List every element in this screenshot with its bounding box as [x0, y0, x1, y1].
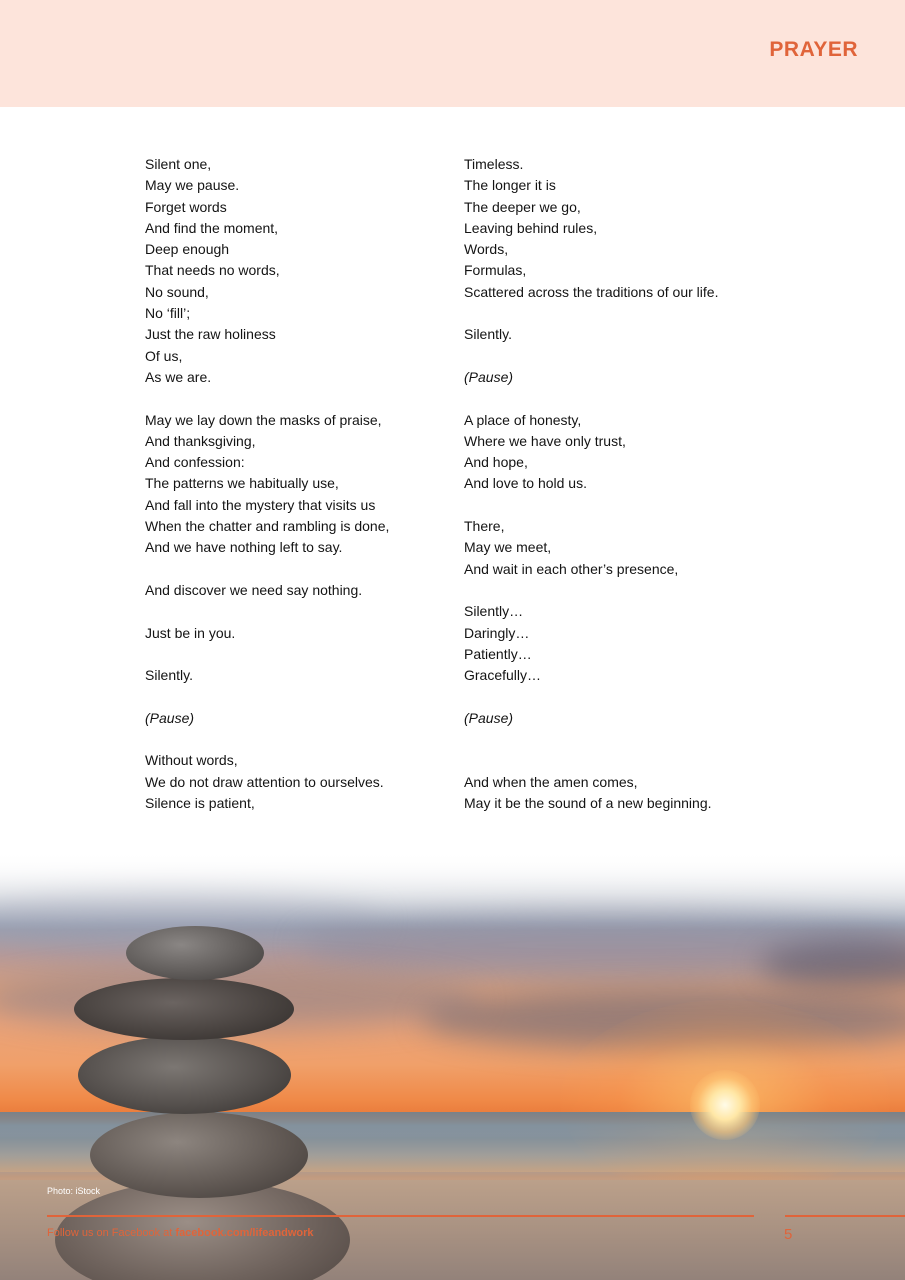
facebook-link[interactable]: facebook.com/lifeandwork — [175, 1227, 314, 1239]
poem-line: Formulas, — [464, 262, 527, 279]
footer-follow-label: Follow us on Facebook at — [47, 1227, 176, 1239]
poem-line: Gracefully… — [464, 667, 542, 684]
poem-line: Of us, — [145, 347, 183, 364]
poem-line: Silently… — [464, 603, 524, 620]
poem-line: Daringly… — [464, 624, 530, 641]
poem-line: No ‘fill’; — [145, 305, 191, 322]
stanza-break — [464, 346, 764, 367]
stanza-break — [464, 750, 764, 771]
poem-line: And love to hold us. — [464, 475, 587, 492]
footer-rule — [785, 1215, 905, 1217]
poem-line: Silent one, — [145, 156, 212, 172]
footer-rule — [47, 1215, 754, 1217]
poem-line: No sound, — [145, 283, 209, 300]
poem-line: That needs no words, — [145, 262, 280, 279]
poem-line: And wait in each other’s presence, — [464, 560, 679, 577]
stone-middle — [78, 1036, 291, 1114]
poem-line: And hope, — [464, 454, 528, 471]
stanza-break — [145, 686, 445, 707]
photo-top-fade — [0, 850, 905, 930]
stanza-break — [145, 601, 445, 622]
poem-line: (Pause) — [145, 709, 195, 726]
poem-line: There, — [464, 518, 505, 535]
poem-line: May it be the sound of a new beginning. — [464, 794, 712, 811]
poem-line: Where we have only trust, — [464, 432, 626, 449]
sun — [690, 1070, 760, 1140]
poem-line: And thanksgiving, — [145, 432, 256, 449]
page-number: 5 — [784, 1226, 793, 1243]
poem-line: And we have nothing left to say. — [145, 539, 343, 556]
poem-line: Just be in you. — [145, 624, 236, 641]
poem-line: When the chatter and rambling is done, — [145, 518, 390, 535]
stanza-break — [464, 303, 764, 324]
poem-line: As we are. — [145, 368, 212, 385]
stone-top — [126, 926, 264, 980]
poem-line: We do not draw attention to ourselves. — [145, 773, 384, 790]
poem-line: Deep enough — [145, 241, 230, 258]
stone-upper-middle — [74, 978, 294, 1040]
stone-lower-middle — [90, 1112, 308, 1198]
poem-line: Silently. — [145, 667, 193, 684]
poem-line: Silently. — [464, 326, 512, 343]
poem-line: And fall into the mystery that visits us — [145, 496, 376, 513]
poem-line: The patterns we habitually use, — [145, 475, 339, 492]
stanza-break — [464, 686, 764, 707]
stanza-break — [145, 388, 445, 409]
poem-line: Patiently… — [464, 645, 532, 662]
poem-line: Timeless. — [464, 156, 524, 172]
poem-line: Leaving behind rules, — [464, 219, 598, 236]
poem-line: Without words, — [145, 752, 238, 769]
stanza-break — [145, 729, 445, 750]
stanza-break — [464, 495, 764, 516]
poem-right-column — [464, 154, 764, 814]
poem-line: And discover we need say nothing. — [145, 581, 363, 598]
poem-line: Words, — [464, 241, 509, 258]
footer-follow-text — [47, 1227, 314, 1239]
poem-line: May we pause. — [145, 177, 240, 194]
stanza-break — [145, 644, 445, 665]
photo-credit: Photo: iStock — [47, 1186, 101, 1196]
poem-line: May we lay down the masks of praise, — [145, 411, 382, 428]
stanza-break — [145, 559, 445, 580]
poem-line: Just the raw holiness — [145, 326, 276, 343]
section-label: PRAYER — [769, 38, 858, 61]
poem-line: (Pause) — [464, 368, 514, 385]
poem-line: (Pause) — [464, 709, 514, 726]
poem-line: Scattered across the traditions of our life. — [464, 283, 719, 300]
poem-line: Silence is patient, — [145, 794, 255, 811]
poem-line: And when the amen comes, — [464, 773, 638, 790]
poem-line: And find the moment, — [145, 219, 279, 236]
poem-line: The longer it is — [464, 177, 556, 194]
poem-left-column — [145, 154, 445, 814]
stanza-break — [464, 580, 764, 601]
stanza-break — [464, 729, 764, 750]
poem-line: The deeper we go, — [464, 198, 581, 215]
poem-line: A place of honesty, — [464, 411, 582, 428]
poem-line: And confession: — [145, 454, 245, 471]
stanza-break — [464, 388, 764, 409]
poem-line: Forget words — [145, 198, 227, 215]
poem-line: May we meet, — [464, 539, 552, 556]
